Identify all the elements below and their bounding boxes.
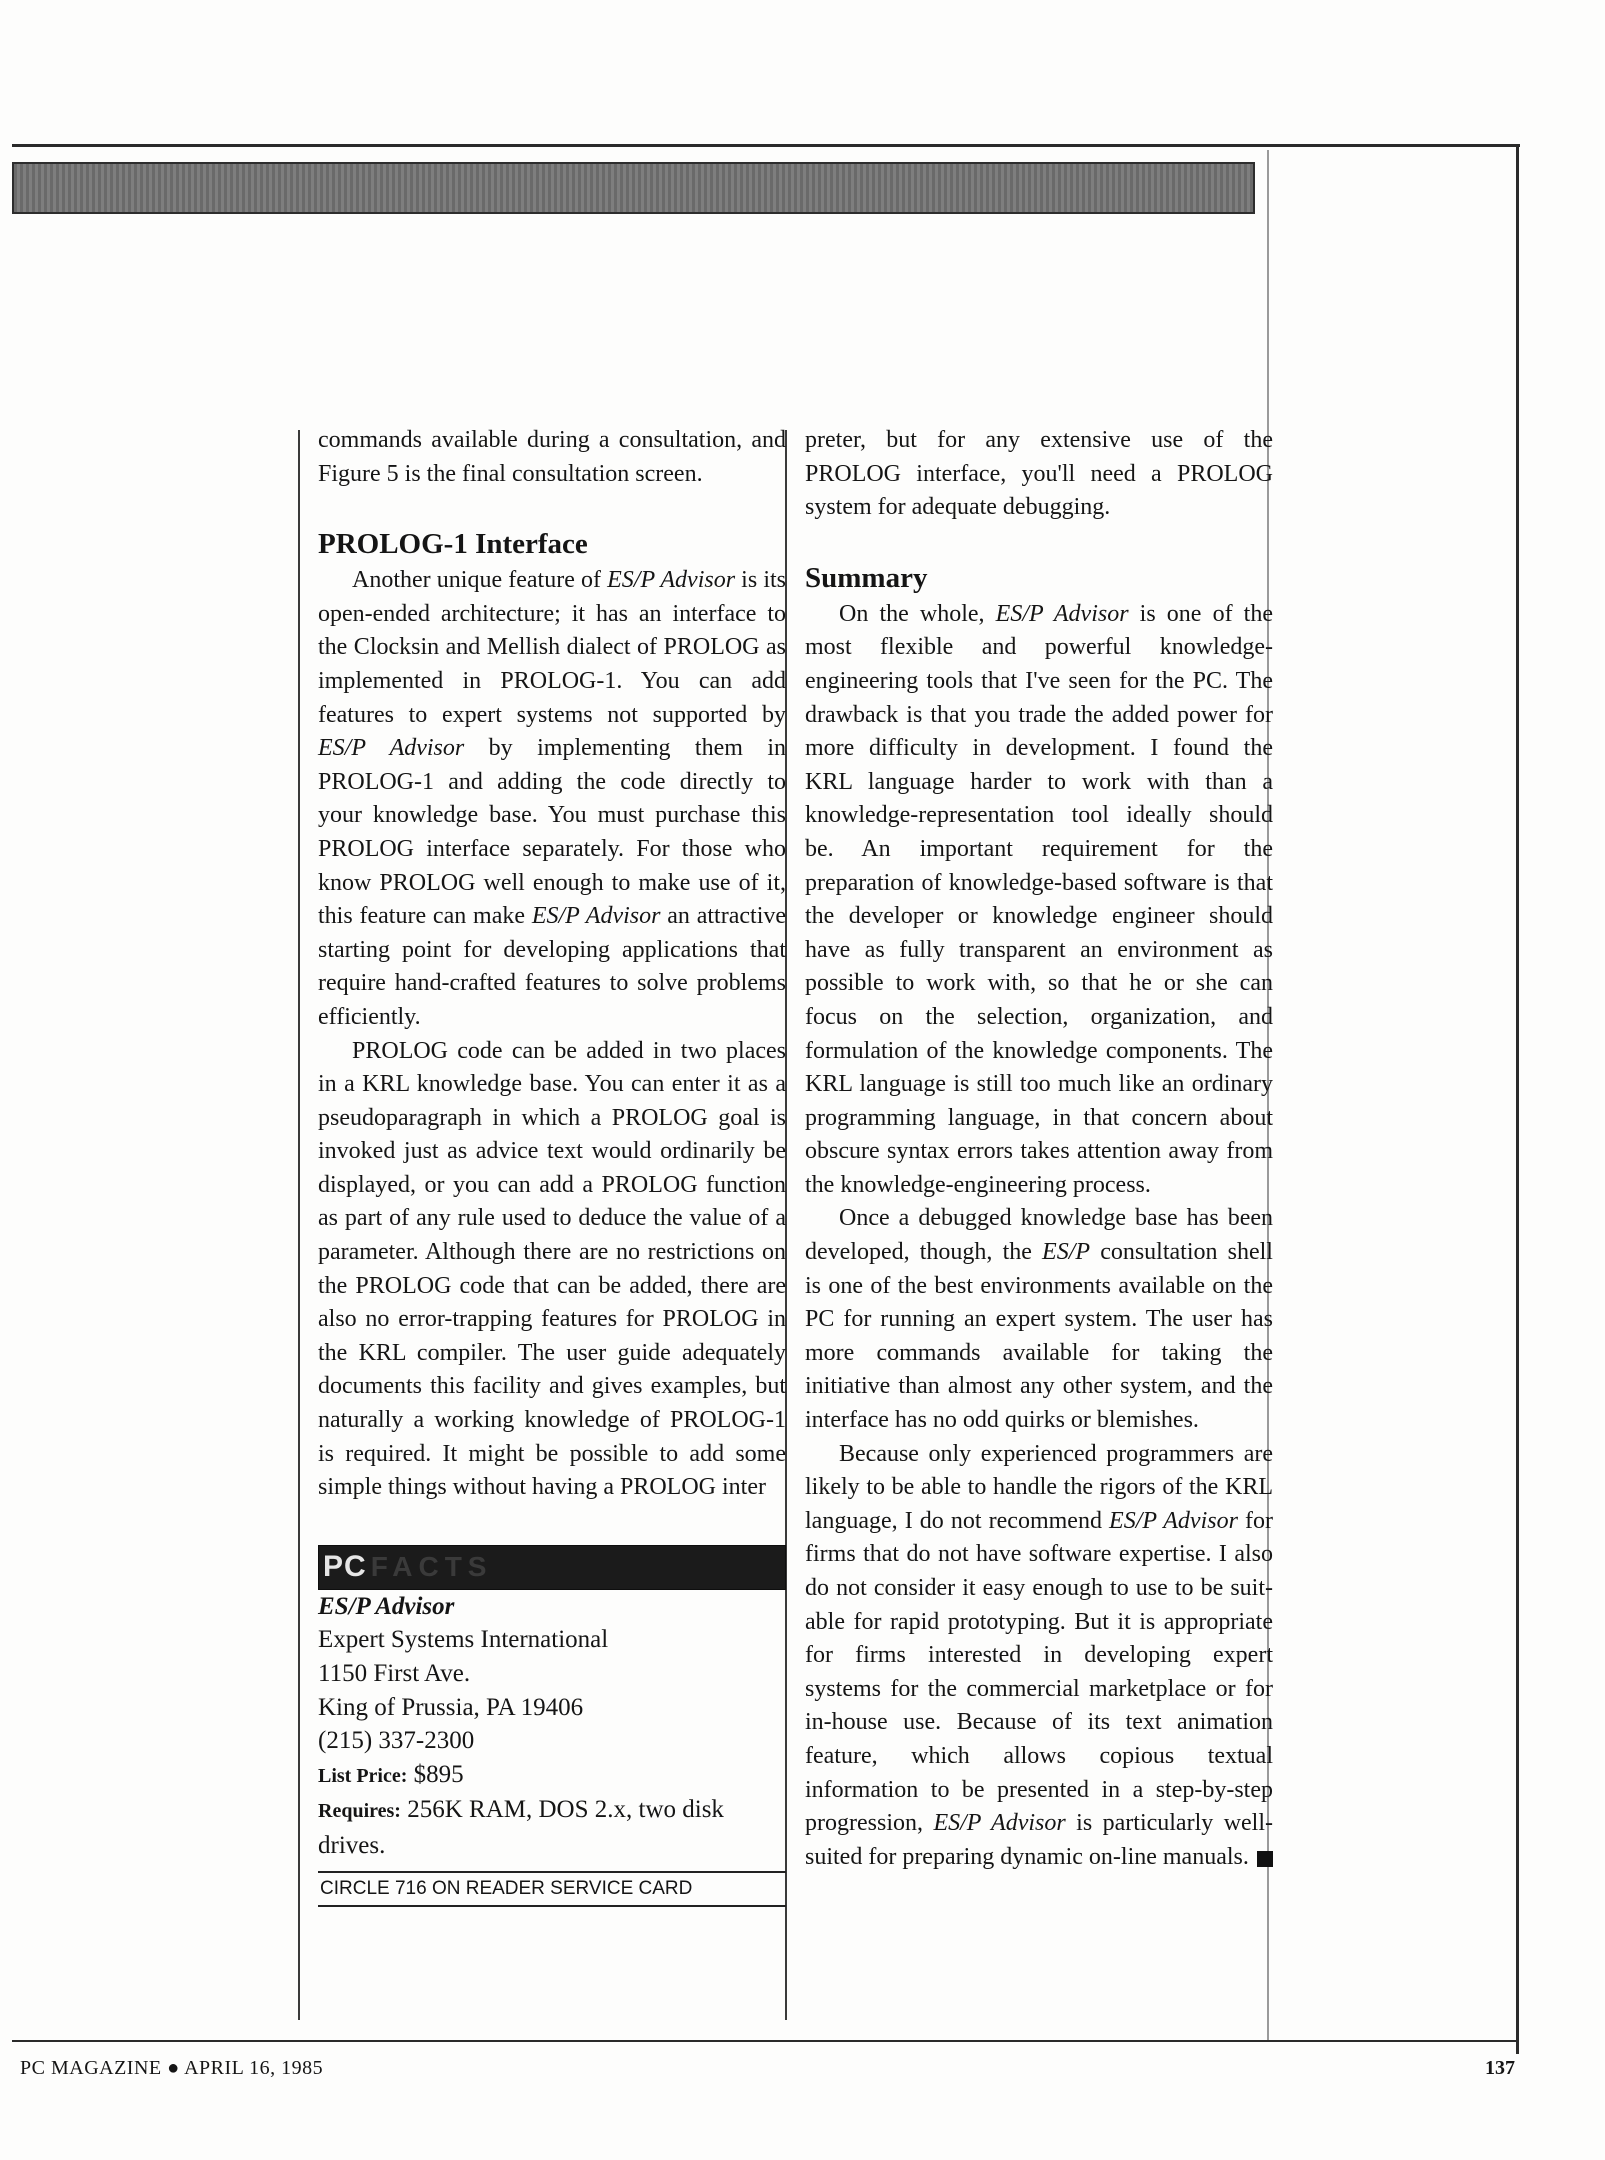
footer-rule xyxy=(12,2040,1516,2042)
summary-heading: Summary xyxy=(805,561,928,594)
product-price: List Price: $895 xyxy=(318,1760,464,1788)
reader-service-line: CIRCLE 716 ON READER SERVICE CARD xyxy=(318,1871,786,1907)
summary-paragraph-1: On the whole, ES/P Advisor is one of the most flexible and powerful knowledge-engineering tools that I've seen for the PC. The drawback is that you trade the added power for more difficulty in development. I found the KRL language harder to work with than a knowledge-representation tool ideally should be. An important requirement for the preparation of knowledge-based software is that the developer or knowledge engineer should have as fully transparent an environment as possible to work with, so that he or she can focus on the selection, organization, and formulation of the knowledge components. The KRL language is still too much like an ordinary programming language, in that concern about obscure syntax errors takes attention away from the knowledge-engineering process. xyxy=(805,600,1273,1198)
footer-magazine-date: PC MAGAZINE ● APRIL 16, 1985 xyxy=(20,2057,324,2079)
prolog-paragraph-1: Another unique feature of ES/P Advisor is its open-ended architecture; it has an interface to the Clocksin and Mellish dialect of PROLOG as implemented in PROLOG-1. You can add features to expert systems not supported by ES/P Advisor by implementing them in PROLOG-1 and adding the code directly to your knowledge base. You must purchase this PROLOG interface separately. For those who know PROLOG well enough to make use of it, this feature can make ES/P Advisor an attractive starting point for developing applications that require hand-crafted features to solve problems efficiently. xyxy=(318,567,787,1030)
prolog-interface-heading: PROLOG-1 Interface xyxy=(318,528,588,561)
product-requirements: Requires: 256K RAM, DOS 2.x, two disk drives. xyxy=(318,1796,724,1859)
end-mark-icon xyxy=(1257,1851,1273,1867)
prolog-paragraph-2: PROLOG code can be added in two places in a KRL knowledge base. You can enter it as a pseudoparagraph in which a PROLOG goal is invoked just as advice text would ordinarily be displayed, or you can add a PROLOG function as part of any rule used to deduce the value of a parameter. Although there are no restrictions on the PROLOG code that can be added, there are also no error-trapping features for PROLOG in the KRL compiler. The user guide adequately documents this facility and gives examples, but naturally a working knowledge of PROLOG-1 is required. It might be possible to add some simple things without having a PROLOG inter xyxy=(318,1037,786,1501)
left-column-rule xyxy=(298,430,300,2020)
product-phone: (215) 337-2300 xyxy=(318,1727,475,1755)
pc-facts-badge: PC xyxy=(323,1550,367,1584)
page-frame-right-rule xyxy=(1516,144,1519,2054)
page-number: 137 xyxy=(1485,2057,1515,2079)
pc-facts-label: FACTS xyxy=(370,1551,493,1583)
intro-paragraph: commands available during a consultation, and Figure 5 is the final consultation screen. xyxy=(318,427,786,487)
product-address-line-2: King of Prussia, PA 19406 xyxy=(318,1693,584,1721)
header-bar xyxy=(12,162,1255,214)
column-left xyxy=(318,424,786,1907)
pc-facts-banner xyxy=(318,1545,786,1590)
product-facts-box xyxy=(318,1590,786,1907)
continued-paragraph: preter, but for any extensive use of the PROLOG interface, you'll need a PROLOG system for adequate debugging. xyxy=(805,427,1273,521)
product-address-line-1: 1150 First Ave. xyxy=(318,1660,471,1687)
product-company: Expert Systems International xyxy=(318,1626,609,1654)
page-frame-top-rule xyxy=(12,144,1520,147)
summary-paragraph-3: Because only experienced programmers are likely to be able to handle the rigors of the KRL language, I do not recommend ES/P Advisor for firms that do not have software expertise. I also do not consider it easy enough to use to be suitable for rapid prototyping. But it is appropriate for firms interested in developing expert systems for the commercial marketplace or for in-house use. Because of its text animation feature, which allows copious textual information to be presented in a step-by-step progression, ES/P Advisor is particularly well-suited for preparing dynamic on-line manuals. xyxy=(805,1440,1274,1870)
summary-paragraph-2: Once a debugged knowledge base has been developed, though, the ES/P consultation shell is one of the best environments available on the PC for running an expert system. The user has more commands available for taking the initiative than almost any other system, and the interface has no odd quirks or blemishes. xyxy=(805,1205,1273,1434)
product-name: ES/P Advisor xyxy=(318,1592,455,1620)
column-right xyxy=(805,424,1273,1874)
